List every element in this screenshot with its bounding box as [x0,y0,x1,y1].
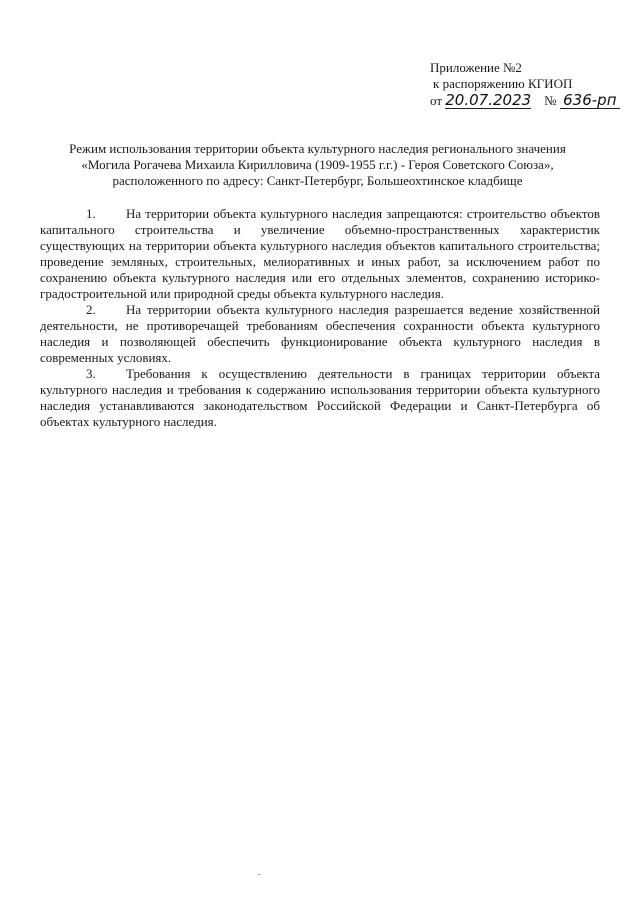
document-body [40,206,600,430]
page-speck [258,874,260,875]
handwritten-number: 636-рп [560,92,620,109]
paragraph-text: На территории объекта культурного наследия разрешается ведение хозяйственной деятельности, не противоречащей требованиям обеспечения сохранности объекта культурного наследия и позволяющей обеспечить функционирование объекта культурного наследия в современных условиях. [40,302,600,365]
paragraph-1 [40,206,600,302]
paragraph-number: 3. [86,366,96,381]
document-title [40,141,595,189]
date-prefix: от [430,93,443,108]
handwritten-date: 20.07.2023 [445,91,532,109]
appendix-title: Приложение №2 [430,60,522,75]
paragraph-number: 1. [86,206,96,221]
appendix-order-reference: к распоряжению КГИОП [433,76,573,91]
title-line: «Могила Рогачева Михаила Кирилловича (1909-1955 г.г.) - Героя Советского Союза», [81,157,554,172]
paragraph-number: 2. [86,302,96,317]
title-line: Режим использования территории объекта культурного наследия регионального значения [69,141,566,156]
paragraph-3 [40,366,600,430]
appendix-block [430,60,620,109]
paragraph-text: На территории объекта культурного наследия запрещаются: строительство объектов капитального строительства и увеличение объемно-пространственных характеристик существующих на территории объекта культурного наследия объектов капитального строительства; проведение земляных, строительных, мелиоративных и иных работ, за исключением работ по сохранению объекта культурного наследия или его отдельных элементов, сохранению историко-градостроительной или природной среды объекта культурного наследия. [40,206,600,301]
number-prefix: № [544,93,557,108]
title-line: расположенного по адресу: Санкт-Петербург, Большеохтинское кладбище [112,173,523,188]
paragraph-2 [40,302,600,366]
appendix-date-number-line [430,92,620,109]
paragraph-text: Требования к осуществлению деятельности в границах территории объекта культурного наследия и требования к содержанию использования территории объекта культурного наследия устанавливаются законодательством Российской Федерации и Санкт-Петербурга об объектах культурного наследия. [40,366,600,429]
